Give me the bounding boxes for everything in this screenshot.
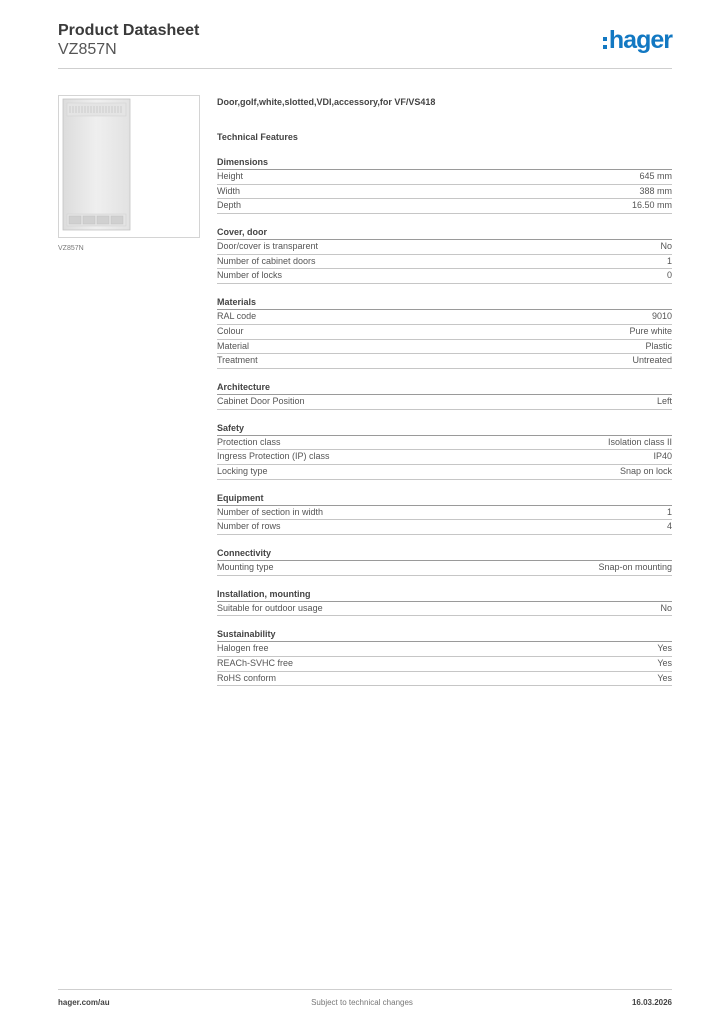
spec-row (217, 340, 672, 355)
spec-value: No (660, 602, 672, 613)
spec-label: Number of section in width (217, 506, 324, 517)
spec-row (217, 506, 672, 521)
spec-section (217, 96, 672, 686)
spec-label: RAL code (217, 311, 257, 322)
spec-row (217, 199, 672, 214)
spec-row (217, 325, 672, 340)
spec-label: Locking type (217, 465, 268, 476)
spec-row (217, 436, 672, 451)
spec-groups (217, 156, 672, 686)
spec-value: 9010 (651, 311, 672, 322)
spec-row (217, 520, 672, 535)
spec-label: Number of locks (217, 270, 283, 281)
spec-group (217, 422, 672, 480)
spec-value: Plastic (645, 340, 672, 351)
spec-value: Yes (657, 672, 672, 683)
spec-value: 0 (666, 270, 672, 281)
spec-value: 1 (666, 255, 672, 266)
spec-group (217, 226, 672, 284)
spec-row (217, 269, 672, 284)
logo-dots-icon (603, 37, 607, 49)
spec-label: Cabinet Door Position (217, 395, 305, 406)
spec-group-title: Architecture (217, 381, 672, 395)
spec-row (217, 395, 672, 410)
spec-value: 4 (666, 521, 672, 532)
cabinet-door-image (59, 96, 199, 237)
footer-divider (58, 989, 672, 990)
spec-value: 645 mm (639, 171, 672, 181)
spec-group-title: Installation, mounting (217, 588, 672, 602)
spec-group (217, 588, 672, 617)
spec-value: Yes (657, 658, 672, 669)
technical-features-title: Technical Features (217, 132, 298, 142)
spec-value: 1 (666, 506, 672, 517)
spec-value: Snap on lock (619, 465, 672, 476)
spec-row (217, 354, 672, 369)
spec-row (217, 255, 672, 270)
spec-row (217, 657, 672, 672)
spec-value: Pure white (629, 325, 672, 336)
spec-label: Halogen free (217, 643, 269, 654)
spec-group-title: Equipment (217, 492, 672, 506)
footer-website[interactable]: hager.com/au (58, 998, 110, 1007)
header-divider (58, 68, 672, 69)
spec-group-title: Connectivity (217, 547, 672, 561)
spec-value: Snap-on mounting (598, 562, 672, 572)
spec-value: Left (656, 395, 672, 406)
page-header (58, 22, 672, 68)
spec-label: Ingress Protection (IP) class (217, 451, 330, 462)
spec-group-title: Cover, door (217, 226, 672, 240)
spec-group-title: Materials (217, 296, 672, 310)
spec-label: Treatment (217, 355, 258, 366)
hager-logo (603, 28, 672, 53)
spec-row (217, 170, 672, 185)
logo-text: hager (608, 26, 672, 54)
spec-group (217, 156, 672, 214)
spec-label: Height (217, 171, 244, 181)
product-description: Door,golf,white,slotted,VDI,accessory,for VF/VS418 (217, 97, 436, 107)
footer-date: 16.03.2026 (631, 998, 672, 1007)
spec-row (217, 642, 672, 657)
spec-row (217, 672, 672, 687)
spec-row (217, 240, 672, 255)
spec-group-title: Safety (217, 422, 672, 436)
spec-label: Door/cover is transparent (217, 241, 319, 252)
spec-value: 388 mm (639, 185, 672, 196)
image-caption: VZ857N (58, 245, 84, 252)
spec-group-title: Sustainability (217, 628, 672, 642)
product-code: VZ857N (58, 41, 117, 58)
spec-row (217, 310, 672, 325)
spec-label: Suitable for outdoor usage (217, 602, 323, 613)
spec-row (217, 450, 672, 465)
spec-row (217, 185, 672, 200)
spec-label: Width (217, 185, 241, 196)
spec-value: 16.50 mm (631, 200, 672, 211)
spec-value: No (660, 241, 672, 252)
spec-label: Number of rows (217, 521, 281, 532)
spec-label: Number of cabinet doors (217, 255, 316, 266)
spec-value: Untreated (632, 355, 672, 366)
spec-label: REACh-SVHC free (217, 658, 294, 669)
spec-label: Material (217, 340, 250, 351)
spec-row (217, 602, 672, 617)
footer-notice: Subject to technical changes (311, 998, 413, 1007)
spec-label: Mounting type (217, 562, 274, 572)
spec-label: Depth (217, 200, 242, 211)
spec-group (217, 628, 672, 686)
spec-row (217, 561, 672, 576)
spec-label: RoHS conform (217, 672, 277, 683)
page-title: Product Datasheet (58, 22, 200, 39)
product-image (58, 95, 200, 238)
spec-row (217, 465, 672, 480)
spec-label: Protection class (217, 436, 281, 447)
spec-group-title: Dimensions (217, 156, 672, 170)
spec-value: Yes (657, 643, 672, 654)
spec-label: Colour (217, 325, 244, 336)
spec-group (217, 381, 672, 410)
spec-group (217, 296, 672, 369)
spec-group (217, 492, 672, 535)
spec-value: Isolation class II (607, 436, 672, 447)
spec-group (217, 547, 672, 576)
spec-value: IP40 (653, 451, 672, 462)
